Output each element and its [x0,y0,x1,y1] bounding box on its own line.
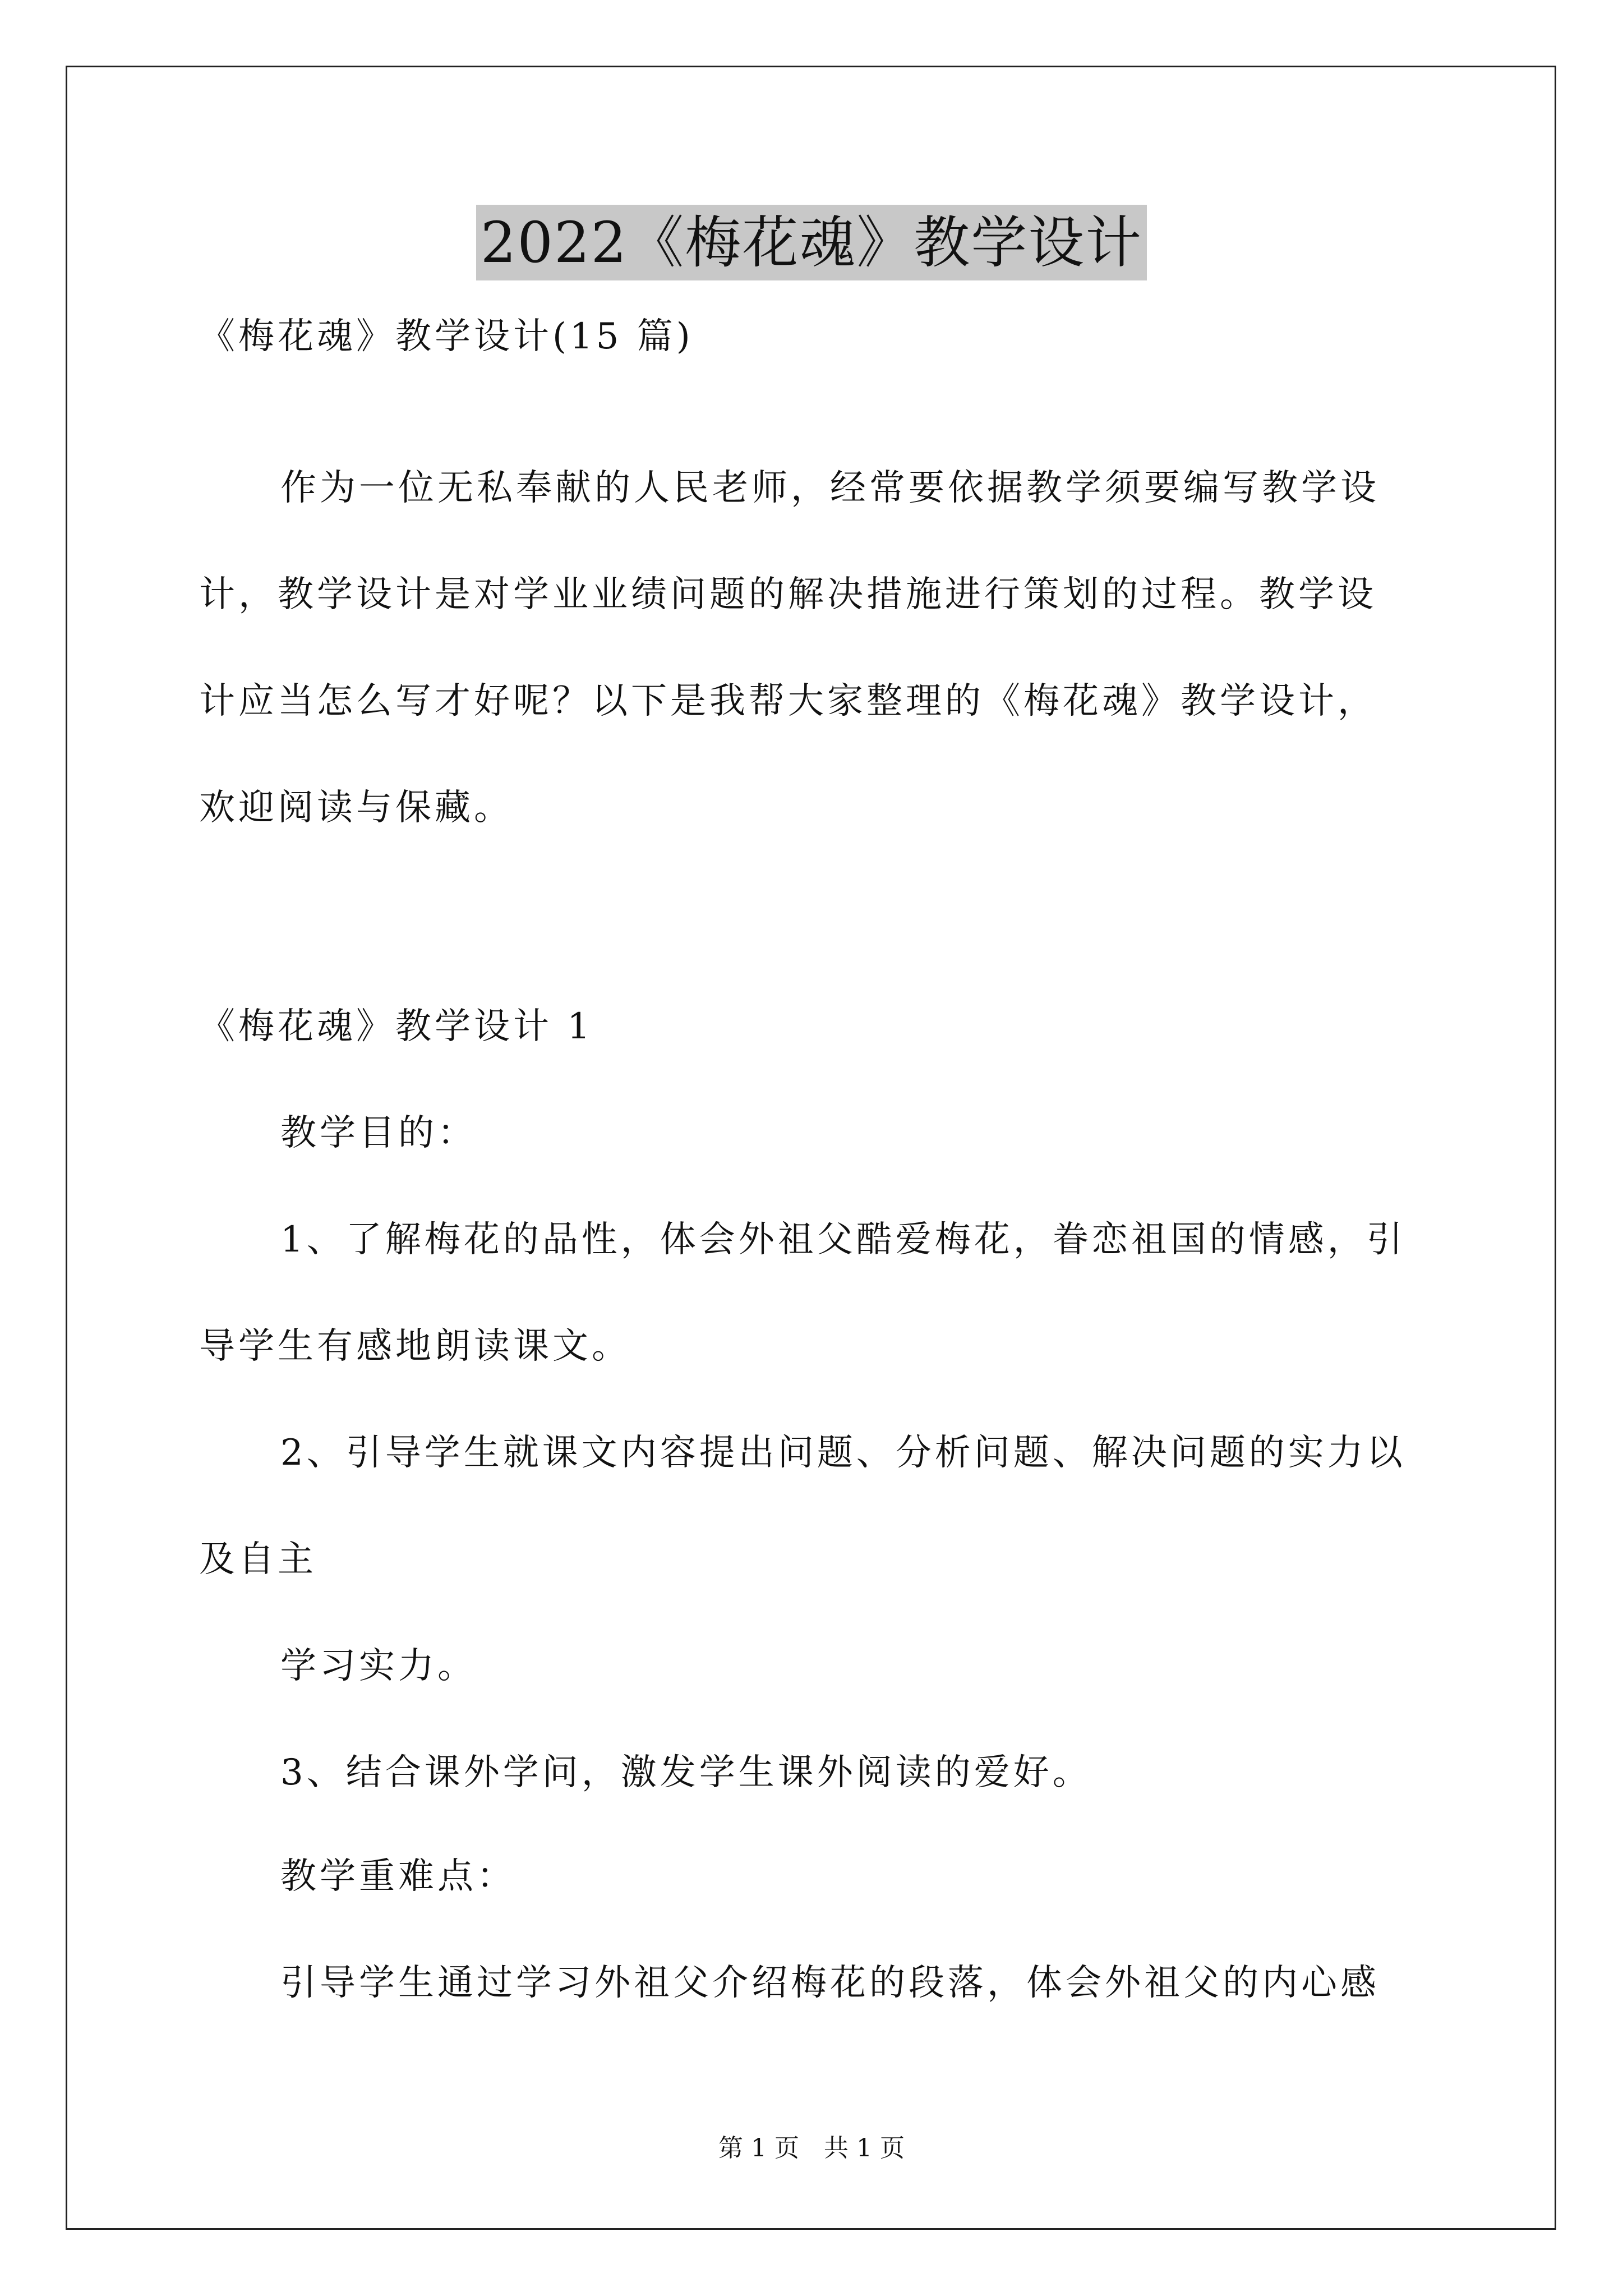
objective-3: 3、结合课外学问，激发学生课外阅读的爱好。 [280,1752,1092,1793]
objective-1-line-1: 1、了解梅花的品性，体会外祖父酷爱梅花，眷恋祖国的情感，引 [280,1219,1406,1260]
intro-line-2: 计，教学设计是对学业业绩问题的解决措施进行策划的过程。教学设 [199,574,1377,615]
document-subtitle: 《梅花魂》教学设计(15 篇) [199,316,694,357]
difficulty-label: 教学重难点： [280,1856,516,1897]
intro-line-4: 欢迎阅读与保藏。 [199,787,513,829]
objective-2-line-2: 及自主 [199,1539,317,1580]
document-title: 2022《梅花魂》教学设计 [476,205,1147,280]
title-container [0,205,1623,280]
intro-line-1: 作为一位无私奉献的人民老师，经常要依据教学须要编写教学设 [280,467,1380,509]
objective-1-line-2: 导学生有感地朗读课文。 [199,1326,631,1367]
objective-2-line-1: 2、引导学生就课文内容提出问题、分析问题、解决问题的实力以 [280,1432,1406,1474]
difficulty-line: 引导学生通过学习外祖父介绍梅花的段落，体会外祖父的内心感 [280,1962,1380,2004]
objectives-label: 教学目的： [280,1112,477,1154]
intro-line-3: 计应当怎么写才好呢？以下是我帮大家整理的《梅花魂》教学设计， [199,680,1377,722]
objective-2-line-3: 学习实力。 [280,1645,477,1687]
section-heading: 《梅花魂》教学设计 1 [199,1006,594,1047]
page-footer: 第 1 页 共 1 页 [718,2134,905,2162]
